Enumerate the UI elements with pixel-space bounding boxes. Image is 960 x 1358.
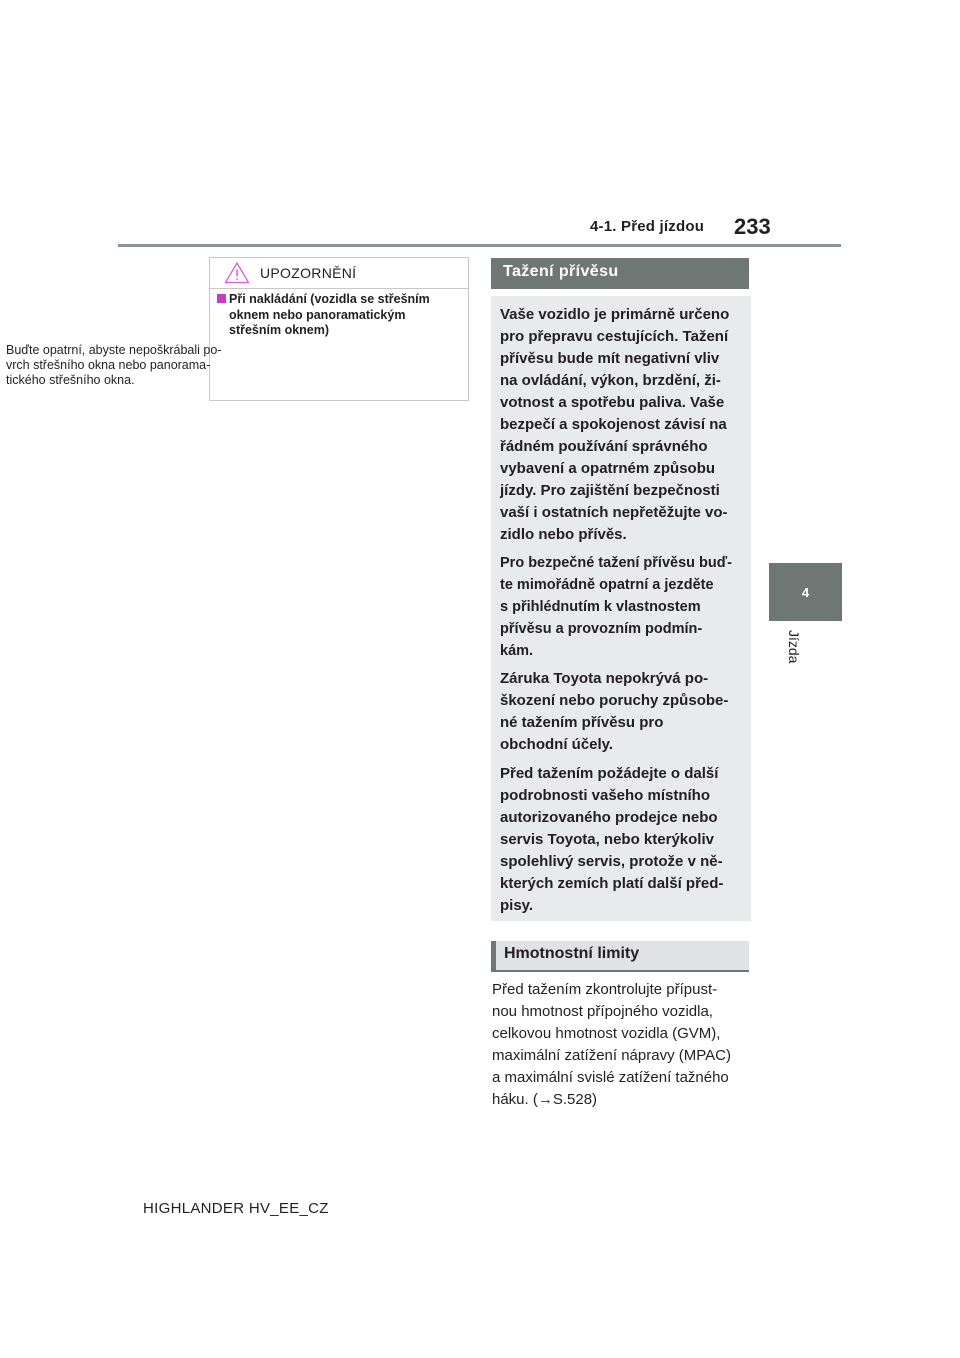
page-reference-link[interactable]: háku. (→S.528) (492, 1091, 598, 1108)
chapter-title (783, 630, 805, 690)
text-line: škození nebo poruchy způsobe- (500, 692, 729, 709)
page-number: 233 (734, 214, 771, 239)
text-line: kterých zemích platí další před- (500, 875, 724, 892)
text-line: přívěsu bude mít negativní vliv (500, 350, 720, 367)
text-line: na ovládání, výkon, brzdění, ži- (500, 372, 721, 389)
towing-heading-text: Tažení přívěsu (503, 263, 619, 280)
footer-model: HIGHLANDER HV_EE_CZ (143, 1200, 329, 1217)
weight-limits-heading-text: Hmotnostní limity (504, 945, 640, 962)
towing-paragraph (500, 668, 748, 756)
text-line: pisy. (500, 897, 534, 914)
text-line: bezpečí a spokojenost závisí na (500, 416, 727, 433)
text-line: maximální zatížení nápravy (MPAC) (492, 1047, 731, 1064)
text-line: přívěsu a provozním podmín- (500, 621, 703, 637)
chapter-number: 4 (801, 584, 810, 600)
towing-paragraph (500, 763, 748, 917)
text-line: s přihlédnutím k vlastnostem (500, 599, 701, 615)
caution-title: UPOZORNĚNÍ (260, 265, 357, 281)
header-rule (118, 244, 841, 247)
towing-paragraph (500, 552, 748, 662)
text-line: Před tažením zkontrolujte přípust- (492, 981, 718, 998)
weight-limits-heading (491, 941, 749, 972)
text-line: a maximální svislé zatížení tažného (492, 1069, 729, 1086)
towing-info-box (491, 296, 751, 921)
text-line: obchodní účely. (500, 736, 614, 753)
text-line: Záruka Toyota nepokrývá po- (500, 670, 709, 687)
caution-item (216, 292, 462, 339)
towing-paragraph (500, 304, 748, 546)
chapter-tab (769, 563, 842, 621)
text-line: zidlo nebo přívěs. (500, 526, 627, 543)
text-line: te mimořádně opatrní a jezděte (500, 577, 714, 593)
caution-body (6, 343, 258, 388)
text-line: kám. (500, 643, 534, 659)
text-line: autorizovaného prodejce nebo (500, 809, 718, 826)
caution-item-title-line: oknem nebo panoramatickým (229, 307, 406, 322)
text-line: Vaše vozidlo je primárně určeno (500, 306, 730, 323)
text-line: vaší i ostatních nepřetěžujte vo- (500, 504, 728, 521)
square-bullet-icon (217, 294, 226, 303)
text-line: podrobnosti vašeho místního (500, 787, 711, 804)
towing-heading (491, 258, 749, 289)
chapter-title-text: Jízda (786, 630, 802, 664)
text-line: spolehlivý servis, protože v ně- (500, 853, 723, 870)
caution-body-line: tického střešního okna. (6, 373, 135, 387)
text-line: Před tažením požádejte o další (500, 765, 719, 782)
caution-item-title-line: Při nakládání (vozidla se střešním (229, 292, 430, 306)
caution-body-line: Buďte opatrní, abyste nepoškrábali po- (6, 343, 222, 357)
text-line: né tažením přívěsu pro (500, 714, 664, 731)
weight-limits-body (492, 979, 754, 1111)
caution-header (210, 258, 468, 289)
caution-body-line: vrch střešního okna nebo panorama- (6, 358, 211, 372)
warning-triangle-icon (224, 261, 250, 284)
text-line: řádném používání správného (500, 438, 708, 455)
section-label: 4-1. Před jízdou (590, 218, 705, 235)
text-line: servis Toyota, nebo kterýkoliv (500, 831, 714, 848)
text-line: Pro bezpečné tažení přívěsu buď- (500, 555, 732, 571)
text-line: jízdy. Pro zajištění bezpečnosti (500, 482, 720, 499)
text-line: celkovou hmotnost vozidla (GVM), (492, 1025, 721, 1042)
text-line: nou hmotnost přípojného vozidla, (492, 1003, 713, 1020)
caution-item-title-line: střešním oknem) (229, 323, 330, 337)
text-line: vybavení a opatrném způsobu (500, 460, 716, 477)
text-line: pro přepravu cestujících. Tažení (500, 328, 729, 345)
text-line: votnost a spotřebu paliva. Vaše (500, 394, 725, 411)
